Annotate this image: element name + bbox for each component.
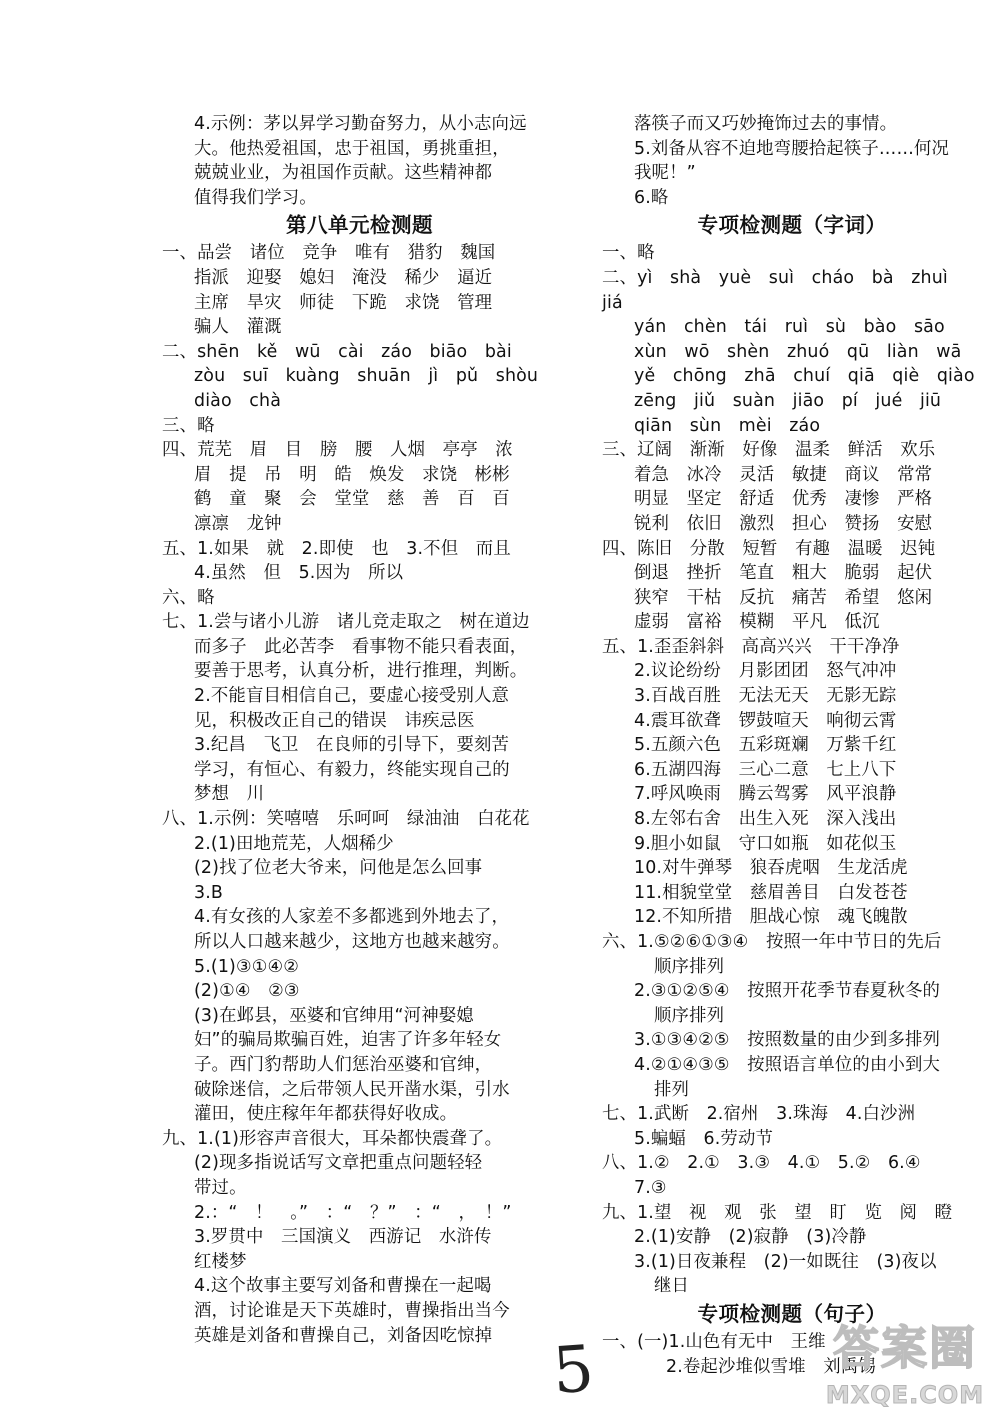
answer-line: 四、荒芜 眉 目 膀 腰 人烟 亭亭 浓 bbox=[162, 440, 513, 461]
answer-line: 三、辽阔 渐渐 好像 温柔 鲜活 欢乐 bbox=[602, 440, 936, 461]
answer-line: 3.纪昌 飞卫 在良师的引导下，要刻苦 bbox=[194, 735, 510, 756]
pinyin-line: yě chōng zhā chuí qiā qiè qiào bbox=[634, 366, 975, 387]
answer-line: 学习，有恒心、有毅力，终能实现自己的 bbox=[194, 759, 510, 780]
answer-line: 英雄是刘备和曹操自己，刘备因吃惊掉 bbox=[194, 1325, 493, 1346]
answer-line: 倒退 挫折 笔直 粗大 脆弱 起伏 bbox=[634, 563, 933, 584]
answer-line: 狭窄 干枯 反抗 痛苦 希望 悠闲 bbox=[634, 587, 933, 608]
answer-line: 3.(1)日夜兼程 (2)一如既往 (3)夜以 bbox=[634, 1251, 937, 1272]
answer-line: (2)找了位老大爷来，问他是怎么回事 bbox=[194, 858, 483, 879]
answer-line: 2.(1)田地荒芜，人烟稀少 bbox=[194, 833, 394, 854]
answer-line: 值得我们学习。 bbox=[194, 187, 317, 208]
pinyin-line: 二、shēn kě wū cài záo biāo bài bbox=[162, 341, 512, 362]
answer-line: 指派 迎娶 媳妇 淹没 稀少 逼近 bbox=[194, 267, 493, 288]
answer-line: 4.②①④③⑤ 按照语言单位的由小到大 bbox=[634, 1054, 941, 1075]
answer-line: 灌田，使庄稼年年都获得好收成。 bbox=[194, 1104, 458, 1125]
answer-line: 4.虽然 但 5.因为 所以 bbox=[194, 563, 404, 584]
pinyin-line: xùn wō shèn zhuó qū liàn wā bbox=[634, 341, 962, 362]
answer-line: 六、1.⑤②⑥①③④ 按照一年中节日的先后 bbox=[602, 932, 942, 952]
answer-line: 三、略 bbox=[162, 415, 215, 436]
watermark bbox=[820, 1318, 990, 1418]
answer-line: 兢兢业业，为祖国作贡献。这些精神都 bbox=[194, 163, 493, 184]
answer-line: 红楼梦 bbox=[194, 1251, 247, 1272]
answer-line: 6.五湖四海 三心二意 七上八下 bbox=[634, 759, 897, 780]
answer-line: 2.卷起沙堆似雪堆 刘禹锡 bbox=[666, 1356, 876, 1377]
answer-line: 子。西门豹帮助人们惩治巫婆和官绅， bbox=[194, 1054, 493, 1075]
answer-line: 妇”的骗局欺骗百姓，迫害了许多年轻女 bbox=[194, 1030, 502, 1051]
answer-line: 8.左邻右舍 出生入死 深入浅出 bbox=[634, 809, 897, 830]
left-column bbox=[162, 112, 557, 1348]
answer-line: (2)①④ ②③ bbox=[194, 981, 300, 1002]
answer-line: 七、1.尝与诸小儿游 诸儿竞走取之 树在道边 bbox=[162, 612, 530, 633]
answer-line: 破除迷信，之后带领人民开凿水渠，引水 bbox=[194, 1079, 510, 1100]
answer-line: 5.刘备从容不迫地弯腰拾起筷子……何况 bbox=[634, 138, 950, 159]
answer-line: 带过。 bbox=[194, 1177, 247, 1198]
answer-line: 11.相貌堂堂 慈眉善目 白发苍苍 bbox=[634, 882, 908, 903]
answer-line: 2.议论纷纷 月影团团 怒气冲冲 bbox=[634, 661, 897, 682]
answer-line: 落筷子而又巧妙掩饰过去的事情。 bbox=[634, 114, 898, 134]
answer-line: 继日 bbox=[654, 1276, 690, 1297]
right-column bbox=[602, 112, 982, 1379]
answer-line: (3)在邺县，巫婆和官绅用“河神娶媳 bbox=[194, 1005, 474, 1026]
answer-line: 着急 冰冷 灵活 敏捷 商议 常常 bbox=[634, 464, 933, 485]
answer-line: 3.①③④②⑤ 按照数量的由少到多排列 bbox=[634, 1030, 941, 1051]
answer-line: 10.对牛弹琴 狼吞虎咽 生龙活虎 bbox=[634, 858, 908, 879]
answer-line: 一、品尝 诸位 竞争 唯有 猎豹 魏国 bbox=[162, 243, 496, 264]
answer-line: 九、1.(1)形容声音很大，耳朵都快震聋了。 bbox=[162, 1128, 503, 1149]
answer-line: 一、(一)1.山色有无中 王维 bbox=[602, 1331, 826, 1352]
answer-line: 七、1.武断 2.宿州 3.珠海 4.白沙洲 bbox=[602, 1104, 916, 1125]
answer-line: 五、1.如果 就 2.即使 也 3.不但 而且 bbox=[162, 538, 511, 559]
page-number: 5 bbox=[550, 1332, 597, 1410]
answer-line: 4.这个故事主要写刘备和曹操在一起喝 bbox=[194, 1276, 492, 1297]
answer-line: 2.③①②⑤④ 按照开花季节春夏秋冬的 bbox=[634, 981, 941, 1002]
answer-line: 3.百战百胜 无法无天 无影无踪 bbox=[634, 686, 897, 707]
answer-line: 6.略 bbox=[634, 187, 669, 208]
answer-line: 六、略 bbox=[162, 587, 215, 608]
answer-line: 要善于思考，认真分析，进行推理，判断。 bbox=[194, 661, 528, 682]
answer-line: 4.示例：茅以昇学习勤奋努力，从小志向远 bbox=[194, 114, 527, 134]
answer-line: 12.不知所措 胆战心惊 魂飞魄散 bbox=[634, 907, 908, 928]
answer-line: 八、1.② 2.① 3.③ 4.① 5.② 6.④ bbox=[602, 1153, 921, 1174]
answer-line: 2.不能盲目相信自己，要虚心接受别人意 bbox=[194, 686, 510, 707]
answer-line: 4.震耳欲聋 锣鼓喧天 响彻云霄 bbox=[634, 710, 897, 731]
answer-line: 顺序排列 bbox=[654, 956, 725, 977]
section-heading: 第八单元检测题 bbox=[286, 213, 433, 238]
answer-line: 四、陈旧 分散 短暂 有趣 温暖 迟钝 bbox=[602, 538, 936, 559]
answer-line: 排列 bbox=[654, 1079, 690, 1100]
answer-line: 梦想 川 bbox=[194, 784, 265, 805]
answer-line: 主席 旱灾 师徒 下跪 求饶 管理 bbox=[194, 292, 493, 313]
answer-line: 骗人 灌溉 bbox=[194, 317, 282, 338]
answer-line: 酒，讨论谁是天下英雄时，曹操指出当今 bbox=[194, 1300, 510, 1321]
answer-line: 5.五颜六色 五彩斑斓 万紫千红 bbox=[634, 735, 897, 756]
pinyin-line: qiān sùn mèi záo bbox=[634, 415, 821, 436]
answer-line: 4.有女孩的人家差不多都逃到外地去了， bbox=[194, 907, 510, 928]
section-heading: 专项检测题（字词） bbox=[697, 213, 887, 238]
answer-line: 凛凛 龙钟 bbox=[194, 513, 282, 534]
section-heading: 专项检测题（句子） bbox=[697, 1301, 887, 1326]
answer-line: 鹤 童 聚 会 堂堂 慈 善 百 百 bbox=[194, 489, 510, 510]
answer-line: 一、略 bbox=[602, 243, 655, 264]
answer-line: 顺序排列 bbox=[654, 1005, 725, 1026]
answer-line: 眉 提 吊 明 皓 焕发 求饶 彬彬 bbox=[194, 464, 510, 485]
answer-line: 锐利 依旧 激烈 担心 赞扬 安慰 bbox=[634, 513, 933, 534]
answer-line: 5.蝙蝠 6.劳动节 bbox=[634, 1128, 774, 1149]
answer-line: 我呢！” bbox=[634, 163, 696, 184]
answer-line: 2.(1)安静 (2)寂静 (3)冷静 bbox=[634, 1227, 867, 1248]
answer-line: 见，积极改正自己的错误 讳疾忌医 bbox=[194, 710, 475, 731]
answer-line: 大。他热爱祖国，忠于祖国，勇挑重担， bbox=[194, 138, 510, 159]
answer-line: 而多子 此必苦李 看事物不能只看表面， bbox=[194, 636, 528, 657]
watermark-logo: 答案圈 bbox=[833, 1321, 977, 1375]
pinyin-line: zòu suī kuàng shuān jì pǔ shòu bbox=[194, 366, 539, 387]
answer-line: 八、1.示例：笑嘻嘻 乐呵呵 绿油油 白花花 bbox=[162, 809, 530, 830]
answer-line: 明显 坚定 舒适 优秀 凄惨 严格 bbox=[634, 489, 933, 510]
answer-line: 九、1.望 视 观 张 望 盯 览 阅 瞪 bbox=[602, 1202, 953, 1223]
pinyin-line: yán chèn tái ruì sù bào sāo bbox=[634, 317, 945, 338]
answer-line: 2.：“ ！ 。” ：“ ？” ：“ ， ！” bbox=[194, 1202, 512, 1223]
answer-line: 9.胆小如鼠 守口如瓶 如花似玉 bbox=[634, 833, 897, 854]
pinyin-line: diào chà bbox=[194, 390, 281, 411]
answer-line: 所以人口越来越少，这地方也越来越穷。 bbox=[194, 932, 510, 952]
pinyin-line: 二、yì shà yuè suì cháo bà zhuì jiá bbox=[602, 267, 966, 313]
answer-line: (2)现多指说话写文章把重点问题轻轻 bbox=[194, 1153, 483, 1174]
answer-line: 五、1.歪歪斜斜 高高兴兴 干干净净 bbox=[602, 636, 900, 657]
answer-line: 7.呼风唤雨 腾云驾雾 风平浪静 bbox=[634, 784, 897, 805]
answer-line: 3.B bbox=[194, 882, 223, 903]
answer-line: 虚弱 富裕 模糊 平凡 低沉 bbox=[634, 612, 880, 633]
pinyin-line: zēng jiǔ suàn jiāo pí jué jiū bbox=[634, 390, 942, 411]
answer-line: 5.(1)③①④② bbox=[194, 956, 299, 977]
answer-line: 3.罗贯中 三国演义 西游记 水浒传 bbox=[194, 1227, 492, 1248]
watermark-url: MXQE.COM bbox=[825, 1381, 985, 1409]
answer-line: 7.③ bbox=[634, 1177, 667, 1198]
